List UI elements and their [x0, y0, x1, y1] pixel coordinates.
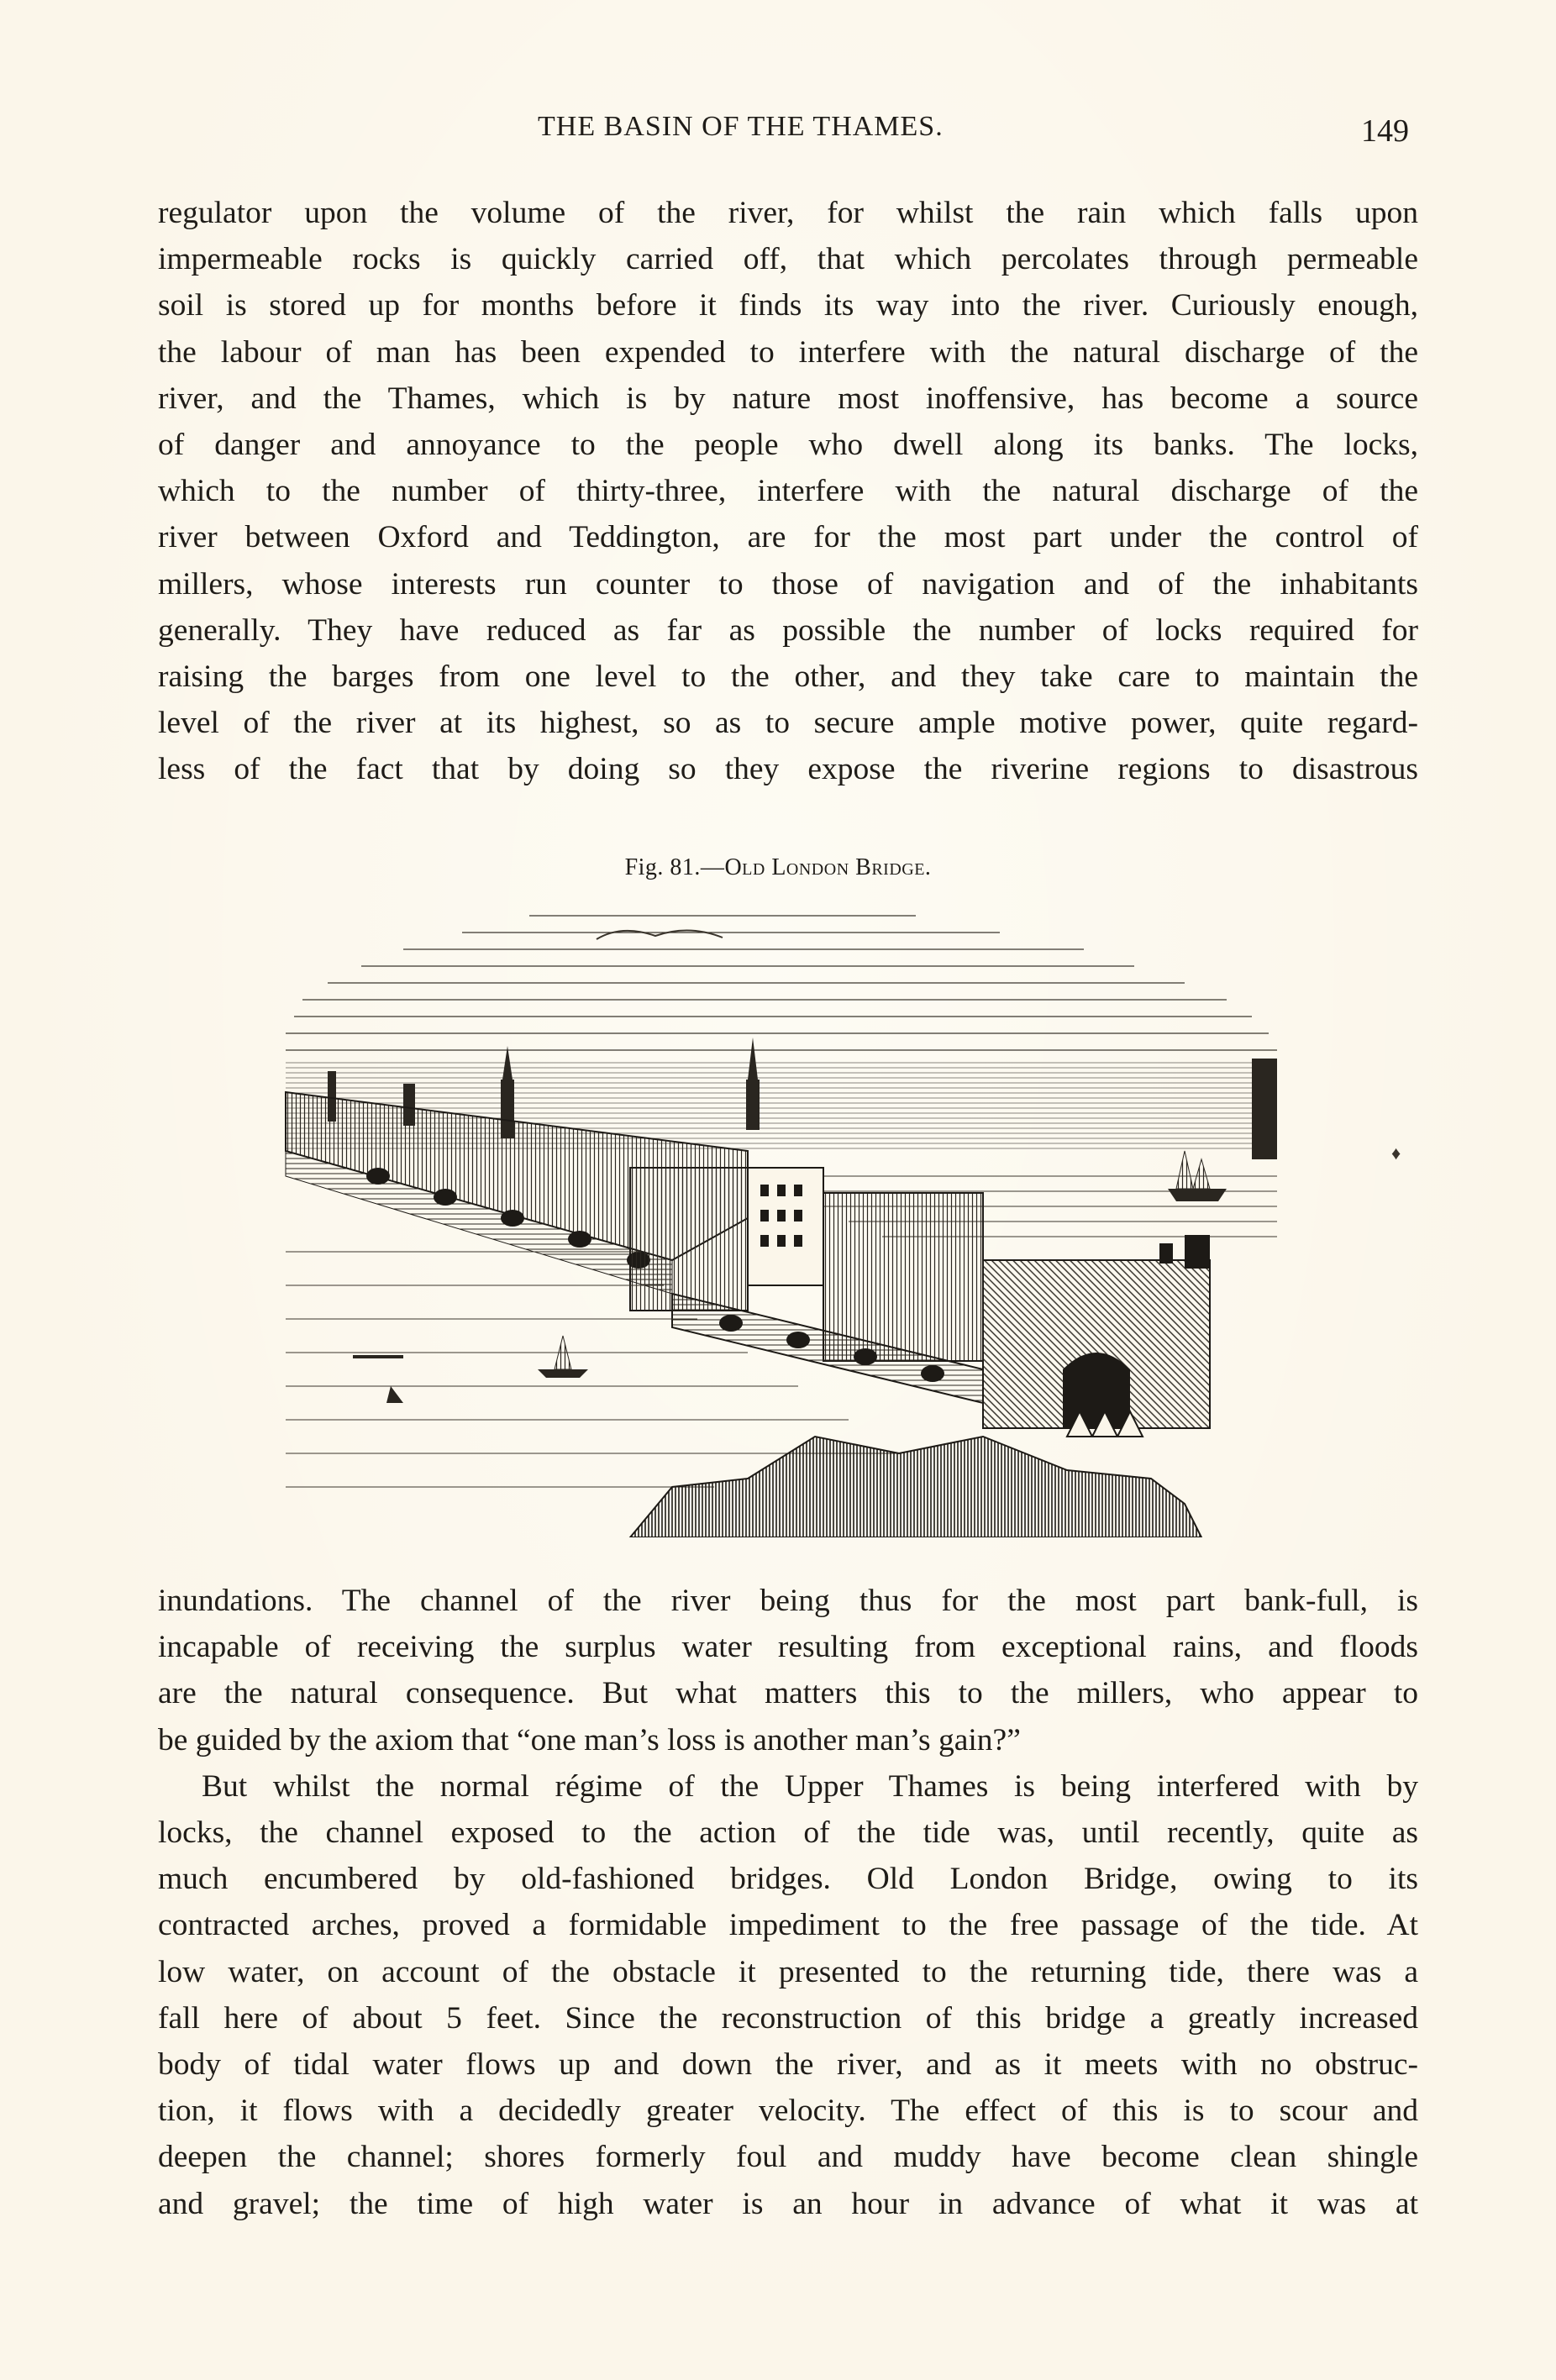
small-boats	[353, 1336, 588, 1403]
text-line: river between Oxford and Teddington, are for the most part under the control of	[158, 520, 1418, 555]
text-line: inundations. The channel of the river being thus for the most part bank-full, is	[158, 1584, 1418, 1618]
text-line: of danger and annoyance to the people who dwell along its banks. The locks,	[158, 428, 1418, 463]
text-line: soil is stored up for months before it finds its way into the river. Curiously enough,	[158, 288, 1418, 323]
text-line: level of the river at its highest, so as to secure ample motive power, quite regard-	[158, 706, 1418, 741]
windows	[760, 1185, 802, 1247]
figure-caption	[0, 854, 1556, 881]
text-line: the labour of man has been expended to interfere with the natural discharge of the	[158, 334, 1418, 370]
small-houses	[1067, 1411, 1143, 1437]
central-block	[630, 1168, 748, 1311]
text-line: But whilst the normal régime of the Upper Thames is being interfered with by	[202, 1768, 1418, 1804]
margin-ornament: ♦	[1391, 1143, 1401, 1164]
figure-number: Fig. 81.—	[624, 854, 725, 880]
foreground-roofs	[630, 1437, 1201, 1537]
gate-turrets	[1159, 1235, 1210, 1269]
old-london-bridge-engraving	[277, 899, 1302, 1537]
text-line: less of the fact that by doing so they expose the riverine regions to disastrous	[158, 752, 1418, 787]
paragraph-bottom	[158, 1578, 1418, 2227]
text-line: tion, it flows with a decidedly greater velocity. The effect of this is to scour and	[158, 2094, 1418, 2129]
text-line: much encumbered by old-fashioned bridges. Old London Bridge, owing to its	[158, 1862, 1418, 1897]
text-line: regulator upon the volume of the river, for whilst the rain which falls upon	[158, 196, 1418, 230]
text-line: low water, on account of the obstacle it presented to the returning tide, there was a	[158, 1954, 1418, 1989]
text-line: generally. They have reduced as far as possible the number of locks required for	[158, 612, 1418, 648]
text-line: are the natural consequence. But what matters this to the millers, who appear to	[158, 1676, 1418, 1711]
text-line: which to the number of thirty-three, interfere with the natural discharge of the	[158, 474, 1418, 509]
text-line: incapable of receiving the surplus water resulting from exceptional rains, and floods	[158, 1630, 1418, 1665]
text-line: body of tidal water flows up and down the river, and as it meets with no obstruc-	[158, 2047, 1418, 2083]
text-line: locks, the channel exposed to the action of the tide was, until recently, quite as	[158, 1815, 1418, 1851]
text-line: contracted arches, proved a formidable impediment to the free passage of the tide. At	[158, 1908, 1418, 1943]
text-line: river, and the Thames, which is by nature most inoffensive, has become a source	[158, 381, 1418, 416]
text-line: fall here of about 5 feet. Since the reconstruction of this bridge a greatly increased	[158, 2000, 1418, 2036]
text-line: and gravel; the time of high water is an hour in advance of what it was at	[158, 2186, 1418, 2221]
cloud	[597, 930, 723, 939]
gate-arch	[1063, 1353, 1130, 1428]
paragraph-top	[158, 190, 1418, 793]
text-line: impermeable rocks is quickly carried off, that which percolates through permeable	[158, 242, 1418, 277]
text-line: raising the barges from one level to the other, and they take care to maintain the	[158, 659, 1418, 695]
page-number: 149	[1361, 113, 1409, 149]
text-line: be guided by the axiom that “one man’s loss is another man’s gain?”	[158, 1722, 1021, 1757]
sky-lines	[286, 916, 1277, 1050]
running-head: THE BASIN OF THE THAMES.	[538, 111, 944, 142]
figure-title: Old London Bridge.	[724, 854, 932, 880]
text-line: millers, whose interests run counter to those of navigation and of the inhabitants	[158, 566, 1418, 602]
text-line: deepen the channel; shores formerly foul and muddy have become clean shingle	[158, 2140, 1418, 2175]
